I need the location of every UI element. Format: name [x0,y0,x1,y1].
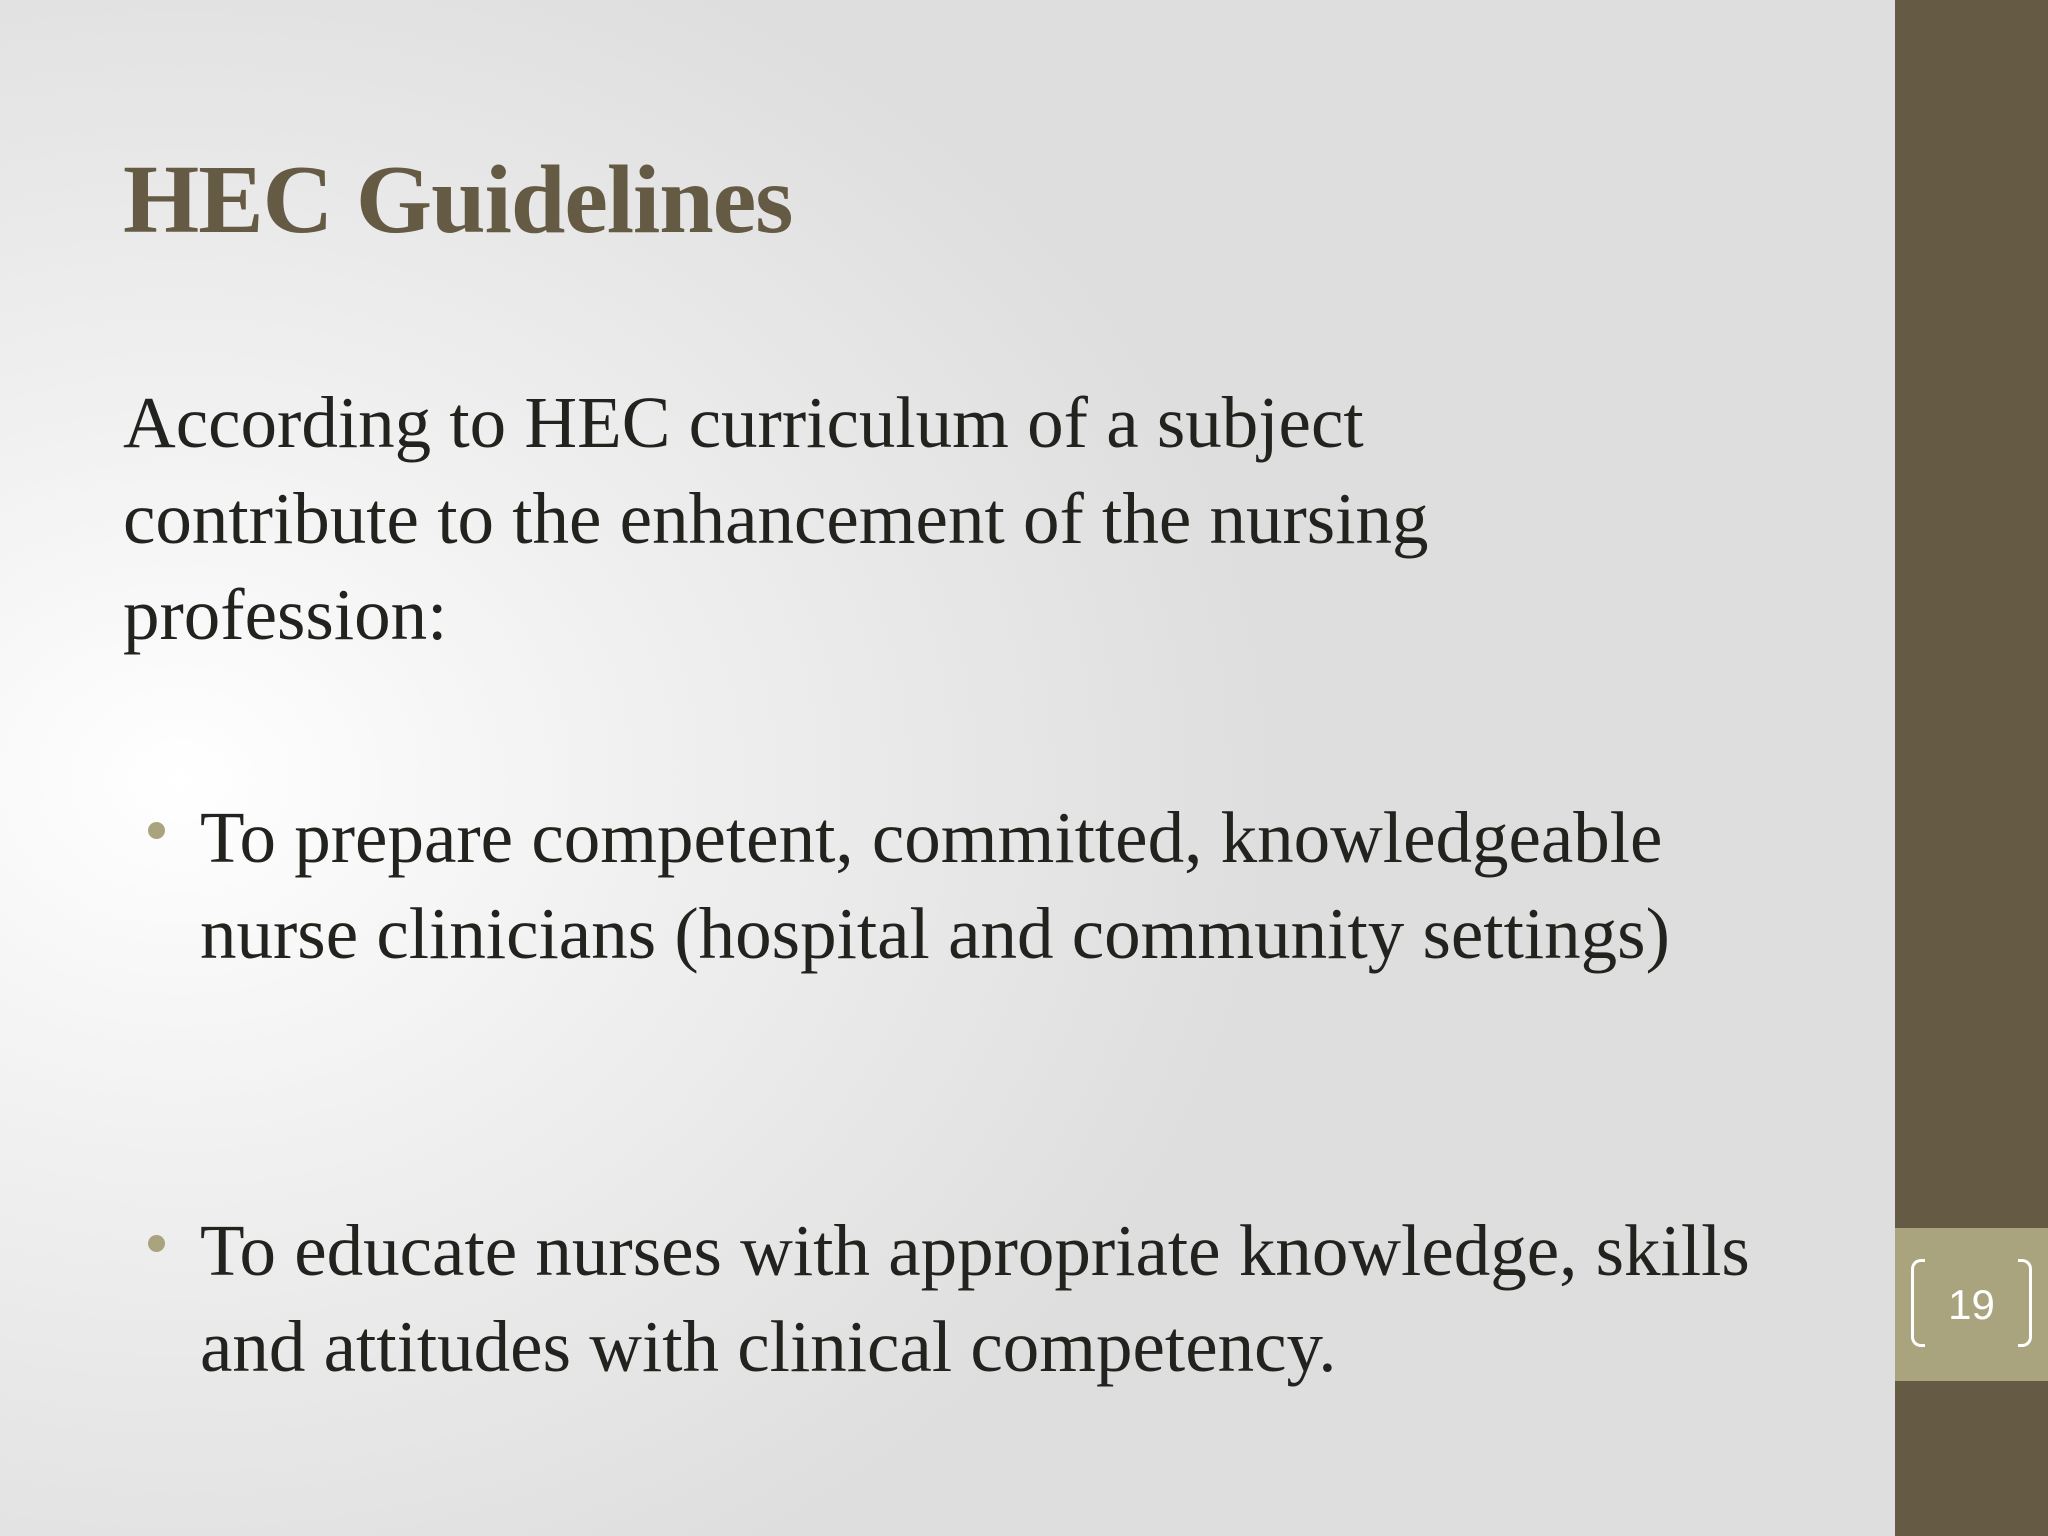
bullet-item [200,1203,1780,1395]
page-number-badge [1895,1228,2048,1381]
bullet-dot-icon [148,822,165,839]
bullet-dot-icon [148,1235,165,1252]
slide-title: HEC Guidelines [123,146,793,254]
bullet-item [200,790,1780,982]
bullet-text: To prepare competent, committed, knowledgeable nurse clinicians (hospital and community settings) [200,797,1670,974]
page-number: 19 [1948,1281,1995,1328]
bullet-text: To educate nurses with appropriate knowledge, skills and attitudes with clinical competency. [200,1210,1750,1387]
intro-paragraph: According to HEC curriculum of a subject contribute to the enhancement of the nursing profession: [123,382,1429,655]
